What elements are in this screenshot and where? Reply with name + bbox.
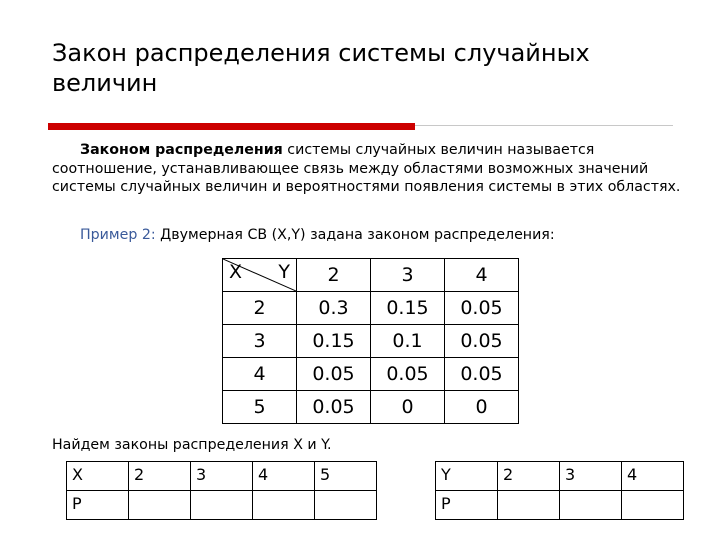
y-value-header: 2 (297, 259, 371, 292)
table-row (223, 325, 519, 358)
probability-cell: 0.15 (297, 325, 371, 358)
definition-term: Законом распределения (80, 142, 283, 158)
value-cell: 3 (560, 462, 622, 491)
x-value-cell: 4 (223, 358, 297, 391)
value-cell: 2 (129, 462, 191, 491)
corner-x-label: X (229, 261, 243, 283)
variable-label: Y (436, 462, 498, 491)
empty-probability-cell[interactable] (560, 491, 622, 520)
value-cell: 3 (191, 462, 253, 491)
corner-y-label: Y (278, 261, 290, 283)
table-header-row (223, 259, 519, 292)
table-row (436, 491, 684, 520)
table-row (67, 462, 377, 491)
y-distribution-table (435, 461, 684, 520)
probability-cell: 0.15 (371, 292, 445, 325)
value-cell: 4 (253, 462, 315, 491)
slide-title: Закон распределения системы случайных величин (52, 39, 590, 97)
table-row (223, 358, 519, 391)
probability-cell: 0.1 (371, 325, 445, 358)
value-cell: 5 (315, 462, 377, 491)
empty-probability-cell[interactable] (129, 491, 191, 520)
empty-probability-cell[interactable] (622, 491, 684, 520)
probability-cell: 0.05 (371, 358, 445, 391)
joint-distribution-table (222, 258, 519, 424)
y-value-header: 4 (445, 259, 519, 292)
table-row (67, 491, 377, 520)
probability-cell: 0.05 (297, 358, 371, 391)
empty-probability-cell[interactable] (315, 491, 377, 520)
table-row (223, 391, 519, 424)
probability-cell: 0.05 (445, 358, 519, 391)
empty-probability-cell[interactable] (498, 491, 560, 520)
probability-cell: 0 (371, 391, 445, 424)
empty-probability-cell[interactable] (191, 491, 253, 520)
probability-cell: 0 (445, 391, 519, 424)
example-label: Пример 2: (80, 227, 156, 243)
find-distributions-text: Найдем законы распределения X и Y. (52, 437, 332, 453)
value-cell: 2 (498, 462, 560, 491)
probability-cell: 0.05 (297, 391, 371, 424)
probability-label: P (436, 491, 498, 520)
title-divider-accent (48, 123, 415, 130)
definition-paragraph (52, 141, 692, 197)
x-value-cell: 2 (223, 292, 297, 325)
x-distribution-table (66, 461, 377, 520)
probability-label: P (67, 491, 129, 520)
empty-probability-cell[interactable] (253, 491, 315, 520)
value-cell: 4 (622, 462, 684, 491)
definition-text: системы случайных величин называется соотношение, устанавливающее связь между областями возможных значений системы случайных величин и вероятностями появления системы в этих областях. (52, 142, 681, 195)
probability-cell: 0.3 (297, 292, 371, 325)
x-value-cell: 5 (223, 391, 297, 424)
probability-cell: 0.05 (445, 292, 519, 325)
table-row (223, 292, 519, 325)
example-line (80, 226, 700, 245)
table-row (436, 462, 684, 491)
corner-cell (223, 259, 297, 292)
example-text: Двумерная СВ (X,Y) задана законом распределения: (155, 227, 555, 243)
y-value-header: 3 (371, 259, 445, 292)
variable-label: X (67, 462, 129, 491)
probability-cell: 0.05 (445, 325, 519, 358)
x-value-cell: 3 (223, 325, 297, 358)
